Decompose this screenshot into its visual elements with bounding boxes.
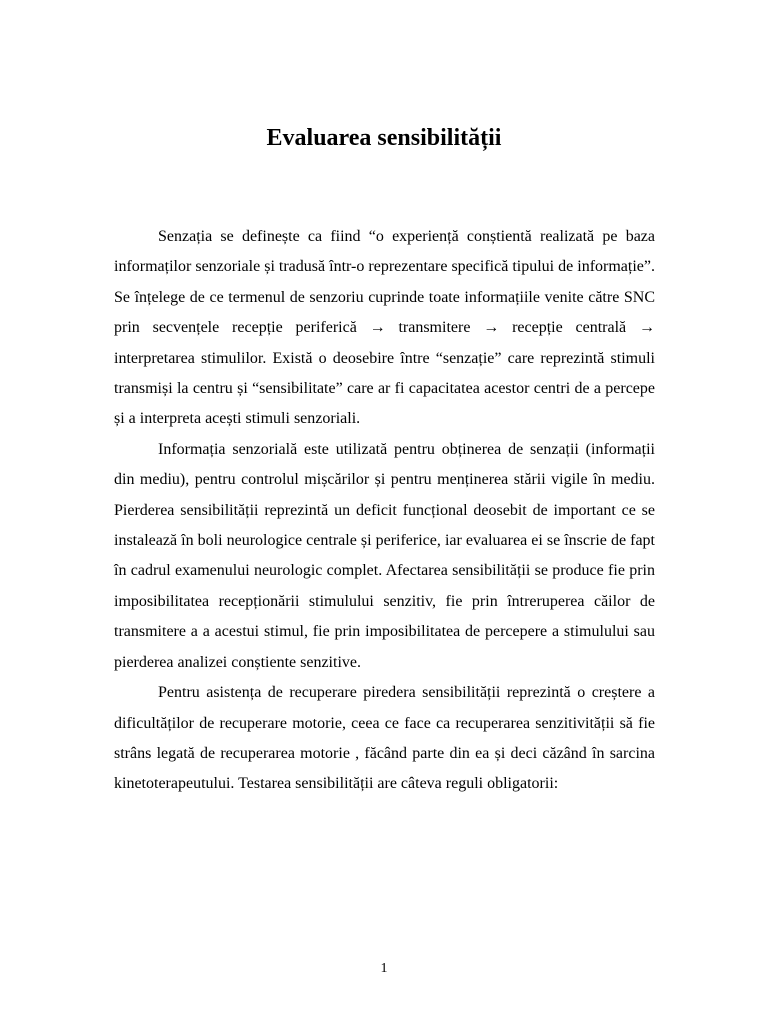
page-number: 1	[380, 961, 388, 976]
body-text	[114, 222, 655, 800]
paragraph-senzatia: Senzația se definește ca fiind “o experiență conștientă realizată pe baza informaților senzoriale și tradusă într-o reprezentare specifică tipului de informație”. Se înțelege de ce termenul de senzoriu cuprinde toate informațiile venite către SNC prin secvențele recepție periferică → transmitere → recepție centrală → interpretarea stimulilor. Există o deosebire între “senzație” care reprezintă stimuli transmiși la centru și “sensibilitate” care ar fi capacitatea acestor centri de a percepe și a interpreta acești stimuli senzoriali.	[114, 228, 655, 428]
page-title: Evaluarea sensibilității	[266, 125, 502, 151]
paragraph-asistenta: Pentru asistența de recuperare piredera sensibilității reprezintă o creștere a dificultăților de recuperare motorie, ceea ce face ca recuperarea senzitivității să fie strâns legată de recuperarea motorie , făcând parte din ea și deci căzând în sarcina kinetoterapeutului. Testarea sensibilității are câteva reguli obligatorii:	[114, 684, 655, 793]
paragraph-informatia: Informația senzorială este utilizată pentru obținerea de senzații (informații din mediu), pentru controlul mișcărilor și pentru menținerea stării vigile în mediu. Pierderea sensibilității reprezintă un deficit funcțional deosebit de important ce se instalează în boli neurologice centrale și periferice, iar evaluarea ei se înscrie de fapt în cadrul examenului neurologic complet. Afectarea sensibilității se produce fie prin imposibilitatea recepționării stimulului senzitiv, fie prin întreruperea căilor de transmitere a a acestui stimul, fie prin imposibilitatea de percepere a stimulului sau pierderea analizei conștiente senzitive.	[114, 440, 655, 671]
